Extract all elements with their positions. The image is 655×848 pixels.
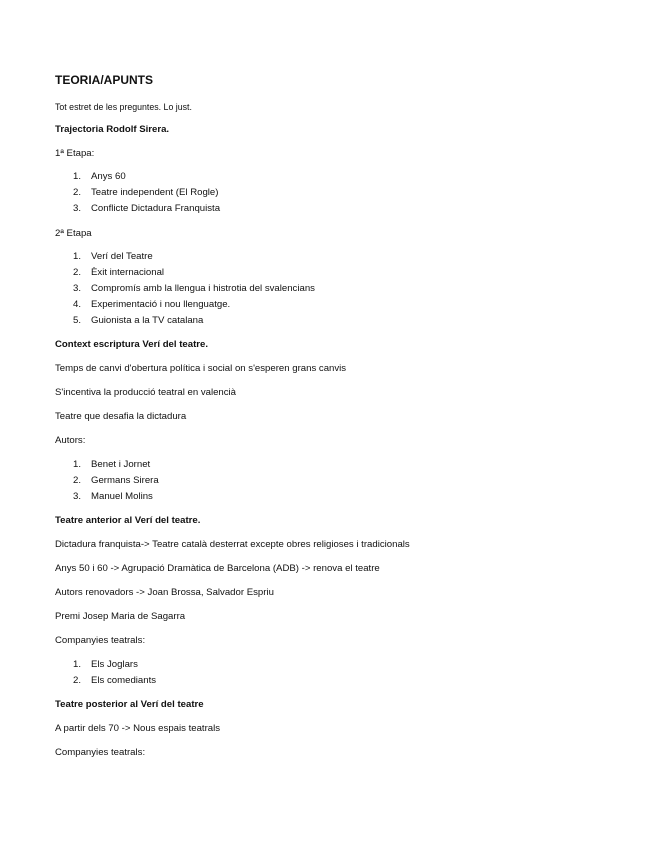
list-item: 2. Els comediants xyxy=(73,675,157,686)
intro-text: Tot estret de les preguntes. Lo just. xyxy=(55,102,192,112)
paragraph: A partir dels 70 -> Nous espais teatrals xyxy=(55,723,221,734)
heading-trajectoria: Trajectoria Rodolf Sirera. xyxy=(55,124,170,135)
page-title: TEORIA/APUNTS xyxy=(55,73,154,87)
paragraph: Premi Josep Maria de Sagarra xyxy=(55,611,186,622)
list-item: 2. Teatre independent (El Rogle) xyxy=(73,187,219,198)
paragraph: Dictadura franquista-> Teatre català desterrat excepte obres religioses i tradicionals xyxy=(55,539,410,550)
list-item: 2. Èxit internacional xyxy=(73,267,165,278)
paragraph: S'incentiva la producció teatral en valencià xyxy=(55,387,237,398)
paragraph: Temps de canvi d'obertura política i social on s'esperen grans canvis xyxy=(55,363,347,374)
list-item: 4. Experimentació i nou llenguatge. xyxy=(73,299,231,310)
companyies-label-2: Companyies teatrals: xyxy=(55,747,146,758)
etapa1-label: 1ª Etapa: xyxy=(55,148,95,159)
autors-label: Autors: xyxy=(55,435,86,446)
heading-anterior: Teatre anterior al Verí del teatre. xyxy=(55,515,201,526)
list-item: 3. Manuel Molins xyxy=(73,491,153,502)
list-item: 2. Germans Sirera xyxy=(73,475,159,486)
list-item: 1. Anys 60 xyxy=(73,171,126,182)
paragraph: Anys 50 i 60 -> Agrupació Dramàtica de Barcelona (ADB) -> renova el teatre xyxy=(55,563,380,574)
list-item: 3. Compromís amb la llengua i histrotia del svalencians xyxy=(73,283,315,294)
list-item: 1. Benet i Jornet xyxy=(73,459,151,470)
etapa2-label: 2ª Etapa xyxy=(55,228,92,239)
paragraph: Autors renovadors -> Joan Brossa, Salvador Espriu xyxy=(55,587,274,598)
list-item: 3. Conflicte Dictadura Franquista xyxy=(73,203,221,214)
list-item: 1. Els Joglars xyxy=(73,659,138,670)
paragraph: Teatre que desafia la dictadura xyxy=(55,411,187,422)
heading-context: Context escriptura Verí del teatre. xyxy=(55,339,209,350)
heading-posterior: Teatre posterior al Verí del teatre xyxy=(55,699,204,710)
list-item: 5. Guionista a la TV catalana xyxy=(73,315,204,326)
companyies-label: Companyies teatrals: xyxy=(55,635,146,646)
list-item: 1. Verí del Teatre xyxy=(73,251,153,262)
